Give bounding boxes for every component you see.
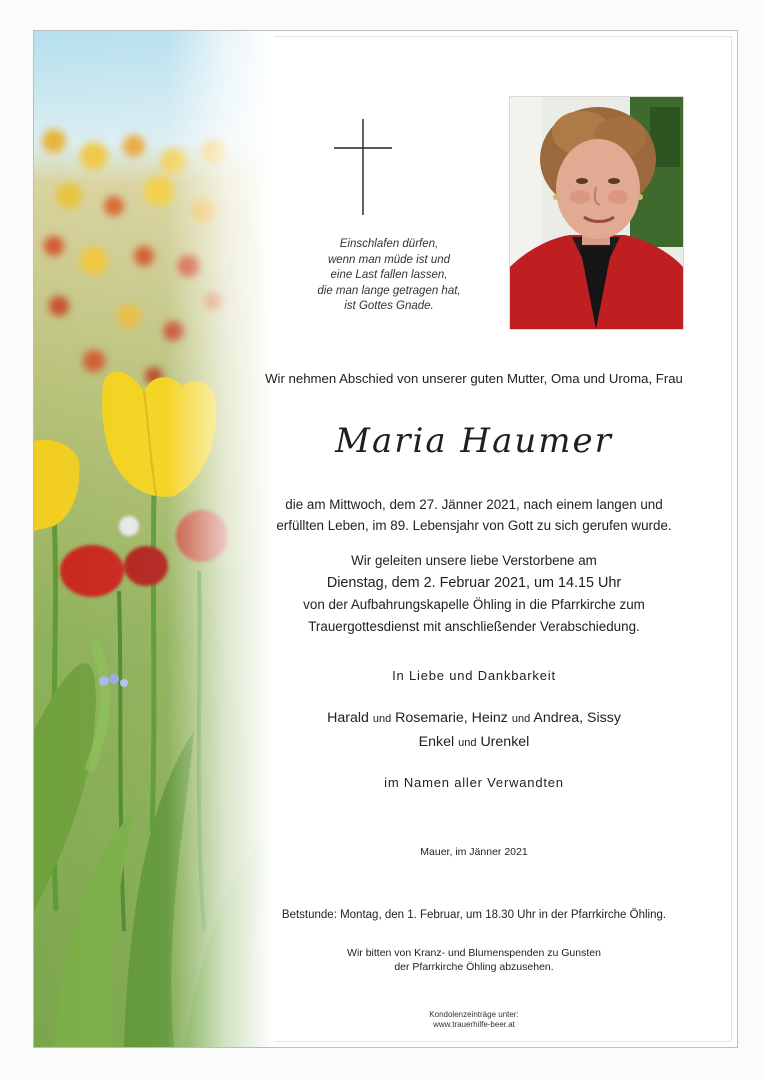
cross-icon xyxy=(334,119,392,219)
obituary-sheet xyxy=(33,30,738,1048)
love-line: In Liebe und Dankbarkeit xyxy=(392,668,556,683)
poem-line: wenn man müde ist und xyxy=(327,253,451,266)
place-date: Mauer, im Jänner 2021 xyxy=(420,846,528,858)
tulip-photo xyxy=(34,31,274,1047)
poem-line: eine Last fallen lassen, xyxy=(330,269,448,281)
conjunction: und xyxy=(372,713,392,725)
relatives-line: im Namen aller Verwandten xyxy=(384,775,564,790)
flowers-request xyxy=(239,946,709,974)
death-line: erfüllten Leben, im 89. Lebensjahr von Gott zu sich gerufen wurde. xyxy=(276,518,672,533)
poem-line: Einschlafen dürfen, xyxy=(339,238,439,250)
funeral-line: Wir geleiten unsere liebe Verstorbene am xyxy=(351,553,597,568)
deceased-name: Maria Haumer xyxy=(335,421,613,461)
flowers-line: Wir bitten von Kranz- und Blumenspenden zu Gunsten xyxy=(347,947,601,959)
family-line-2 xyxy=(239,731,709,755)
condolence-url[interactable]: www.trauerhilfe-beer.at xyxy=(433,1020,515,1029)
family-name: Urenkel xyxy=(480,734,530,750)
funeral-line: von der Aufbahrungskapelle Öhling in die Pfarrkirche zum xyxy=(303,597,645,612)
poem-line: die man lange getragen hat, xyxy=(317,284,461,297)
poem-line: ist Gottes Gnade. xyxy=(344,300,434,312)
family-name: Rosemarie, Heinz xyxy=(395,710,508,726)
family-list xyxy=(239,707,709,755)
death-notice xyxy=(239,494,709,536)
conjunction: und xyxy=(458,737,477,749)
funeral-date: Dienstag, dem 2. Februar 2021, um 14.15 Uhr xyxy=(326,575,622,591)
portrait-photo xyxy=(510,97,683,329)
funeral-line: Trauergottesdienst mit anschließender Verabschiedung. xyxy=(308,619,640,634)
intro-text: Wir nehmen Abschied von unserer guten Mutter, Oma und Uroma, Frau xyxy=(265,371,683,386)
conjunction: und xyxy=(511,713,531,725)
condolence-info xyxy=(239,1010,709,1030)
death-line: die am Mittwoch, dem 27. Jänner 2021, nach einem langen und xyxy=(285,497,663,512)
family-name: Harald xyxy=(327,710,369,726)
flowers-line: der Pfarrkirche Öhling abzusehen. xyxy=(394,961,554,973)
vigil-info: Betstunde: Montag, den 1. Februar, um 18.30 Uhr in der Pfarrkirche Öhling. xyxy=(281,909,667,921)
family-name: Enkel xyxy=(418,734,455,750)
family-line-1 xyxy=(239,707,709,731)
funeral-info xyxy=(239,550,709,638)
condolence-label: Kondolenzeinträge unter: xyxy=(429,1010,519,1019)
family-name: Andrea, Sissy xyxy=(533,710,621,726)
poem xyxy=(229,237,549,315)
